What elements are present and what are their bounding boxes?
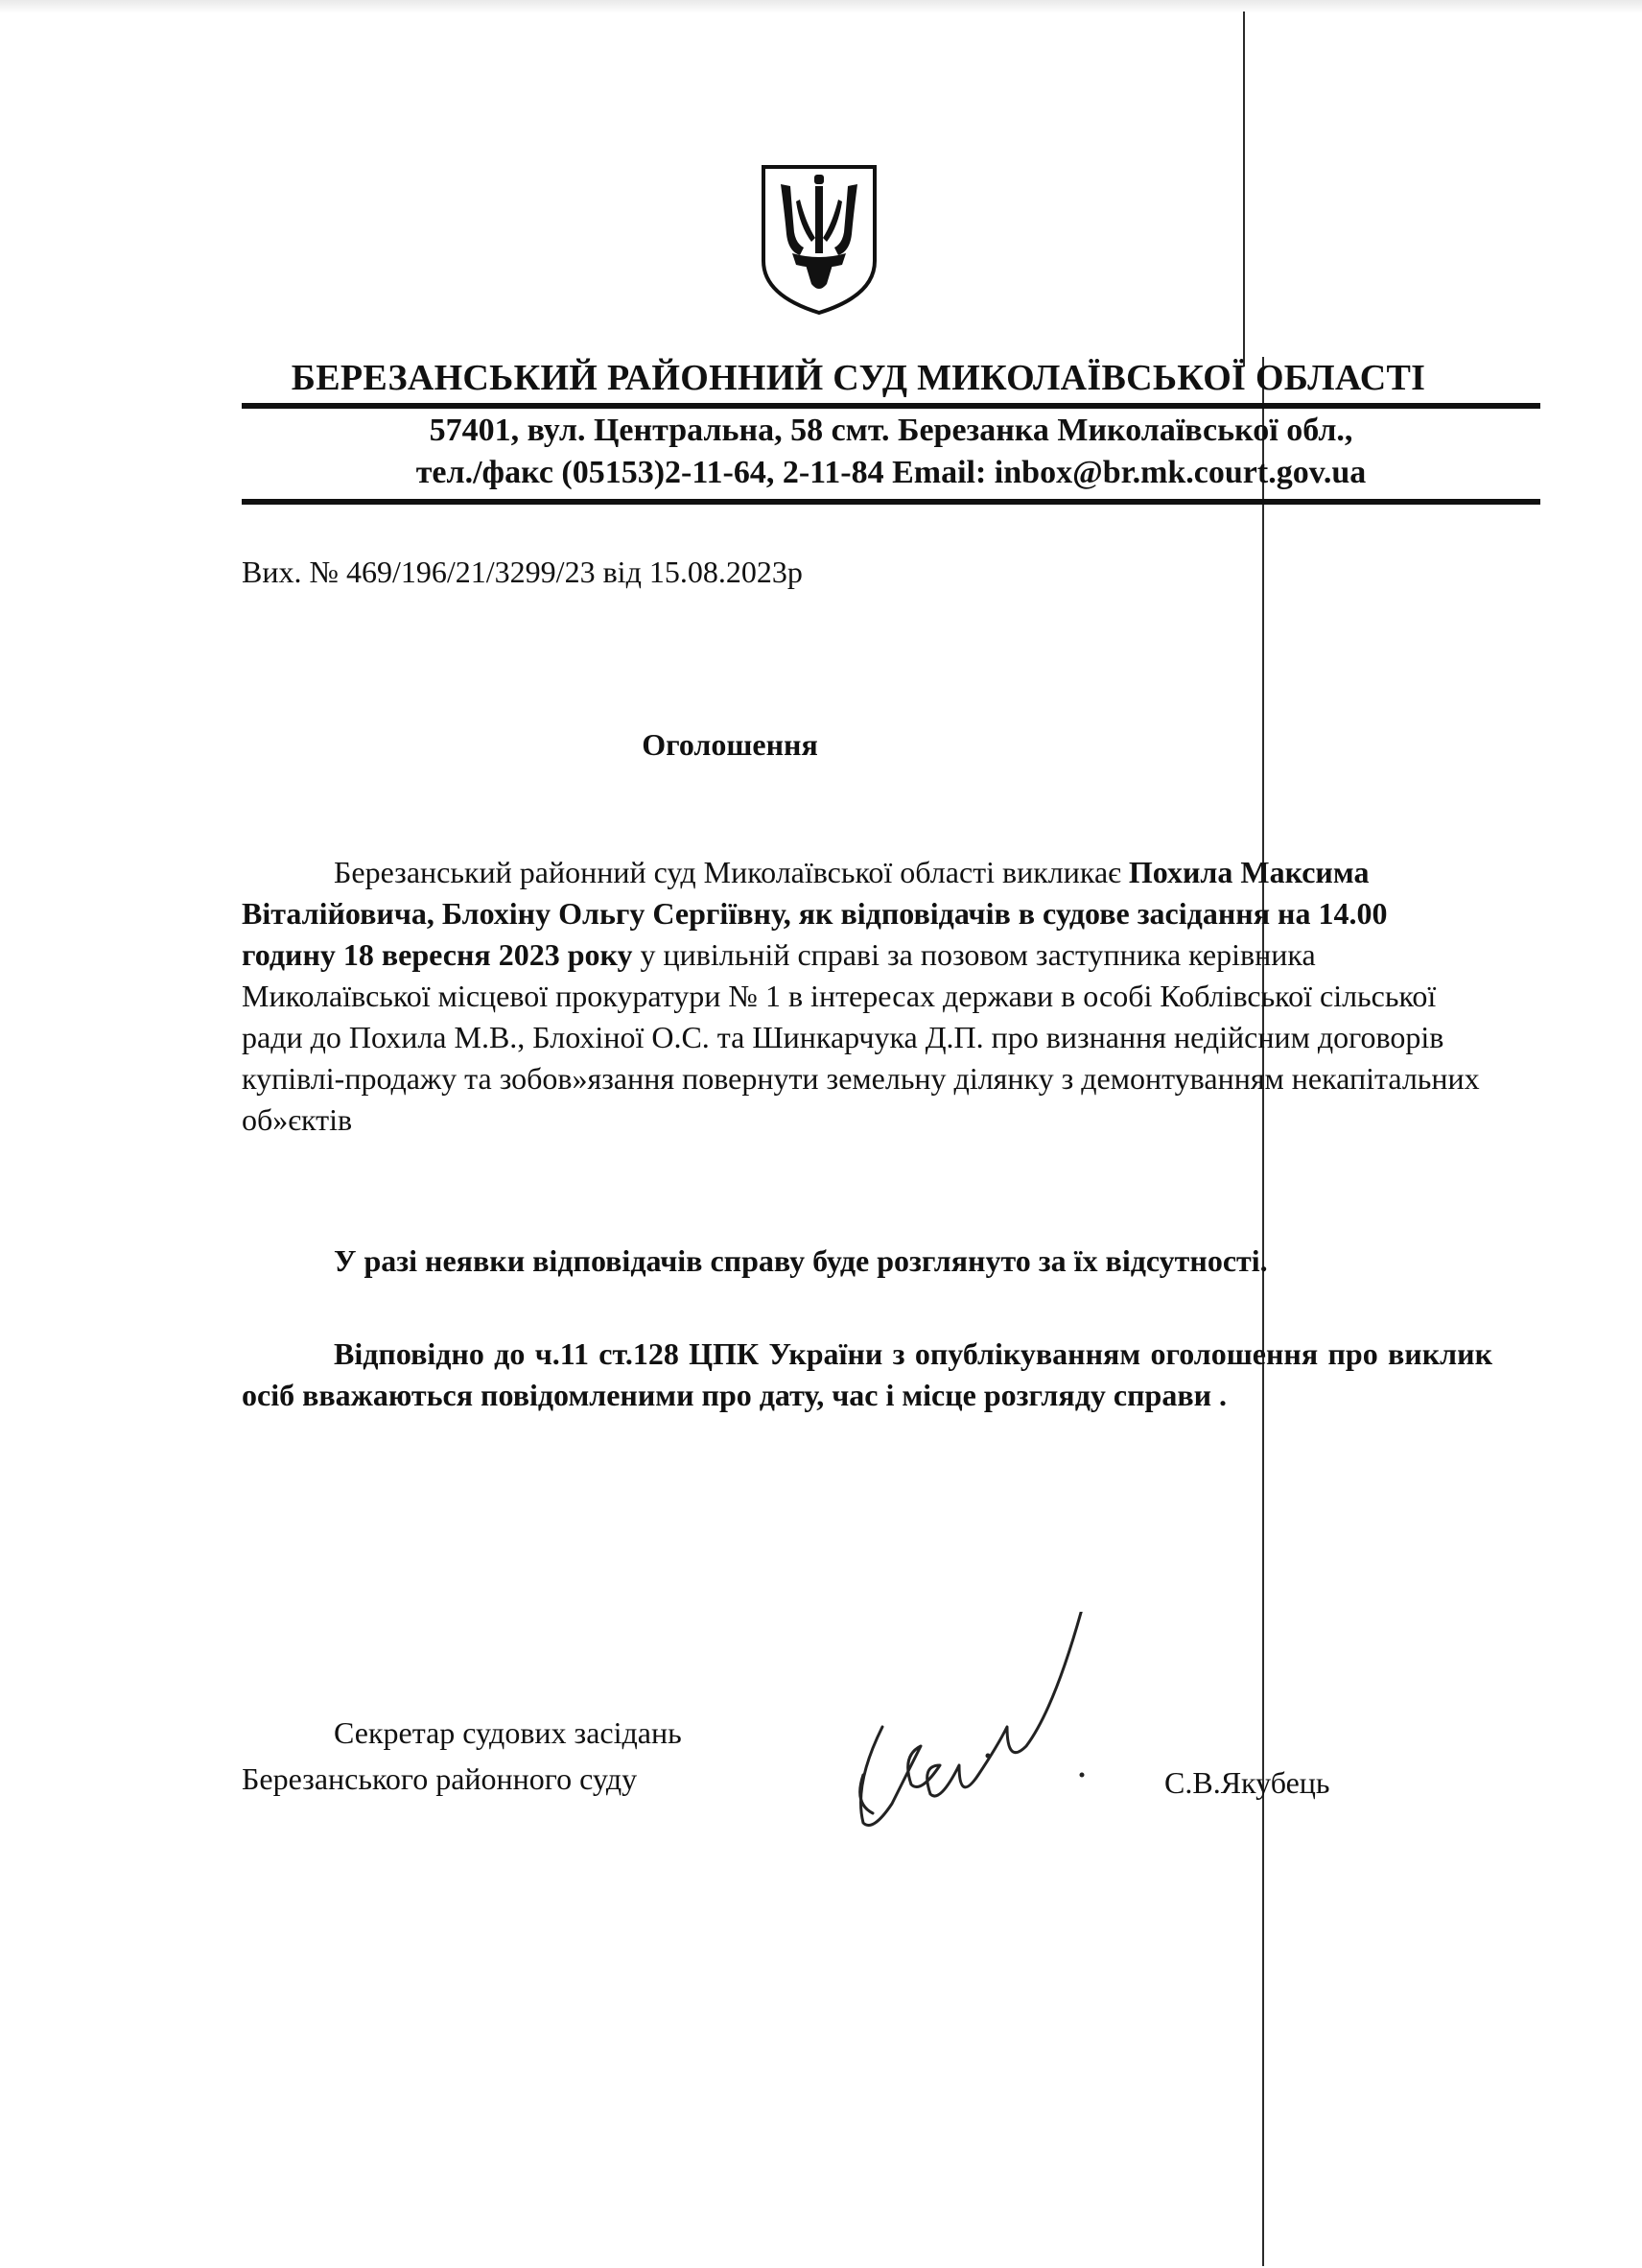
scan-edge	[0, 0, 1642, 13]
header-rule-top	[242, 403, 1540, 409]
scan-artifact-line-lower	[1262, 357, 1264, 2266]
trident-emblem-icon	[758, 161, 880, 317]
signatory-title-line1: Секретар судових засідань	[334, 1715, 682, 1750]
signatory-name: С.В.Якубець	[1164, 1765, 1330, 1800]
announcement-body	[242, 852, 1489, 1141]
header-rule-bottom	[242, 499, 1540, 505]
legal-notice	[242, 1334, 1492, 1416]
body-text-rest: у цивільній справі за позовом заступника керівника Миколаївської місцевої прокуратури № 1 в інтересах держави в особі Коблівської сільської ради до Похила М.В., Блохіної О.С. та Шинкарчука Д.П. про визнання недійсним договорів купівлі-продажу та зобов»язання повернути земельну ділянку з демонтуванням некапітальних об»єктів	[242, 937, 1480, 1137]
court-contacts: тел./факс (05153)2-11-64, 2-11-84 Email: inbox@br.mk.court.gov.ua	[415, 455, 1367, 490]
court-address: 57401, вул. Центральна, 58 смт. Березанка Миколаївської обл.,	[429, 413, 1353, 448]
signatory-title	[242, 1710, 682, 1802]
legal-notice-text: Відповідно до ч.11 ст.128 ЦПК України з опублікуванням оголошення про виклик осіб вважаються повідомленими про дату, час і місце розгляду справи .	[242, 1336, 1492, 1412]
body-text-bold: Похила Максима Віталійовича, Блохіну Ольгу Сергіївну, як відповідачів в судове засідання на 14.00 годину 18 вересня 2023 року	[242, 855, 1388, 972]
body-text-intro: Березанський районний суд Миколаївської області викликає	[334, 855, 1129, 889]
signatory-title-line2: Березанського районного суду	[242, 1761, 638, 1796]
absence-warning: У разі неявки відповідачів справу буде розглянуто за їх відсутності.	[334, 1243, 1268, 1278]
scan-artifact-line-upper	[1243, 12, 1245, 366]
document-heading: Оголошення	[642, 727, 818, 762]
court-name: БЕРЕЗАНСЬКИЙ РАЙОННИЙ СУД МИКОЛАЇВСЬКОЇ ОБЛАСТІ	[291, 358, 1426, 398]
handwritten-signature	[844, 1612, 1132, 1832]
outgoing-number: Вих. № 469/196/21/3299/23 від 15.08.2023р	[242, 555, 803, 589]
